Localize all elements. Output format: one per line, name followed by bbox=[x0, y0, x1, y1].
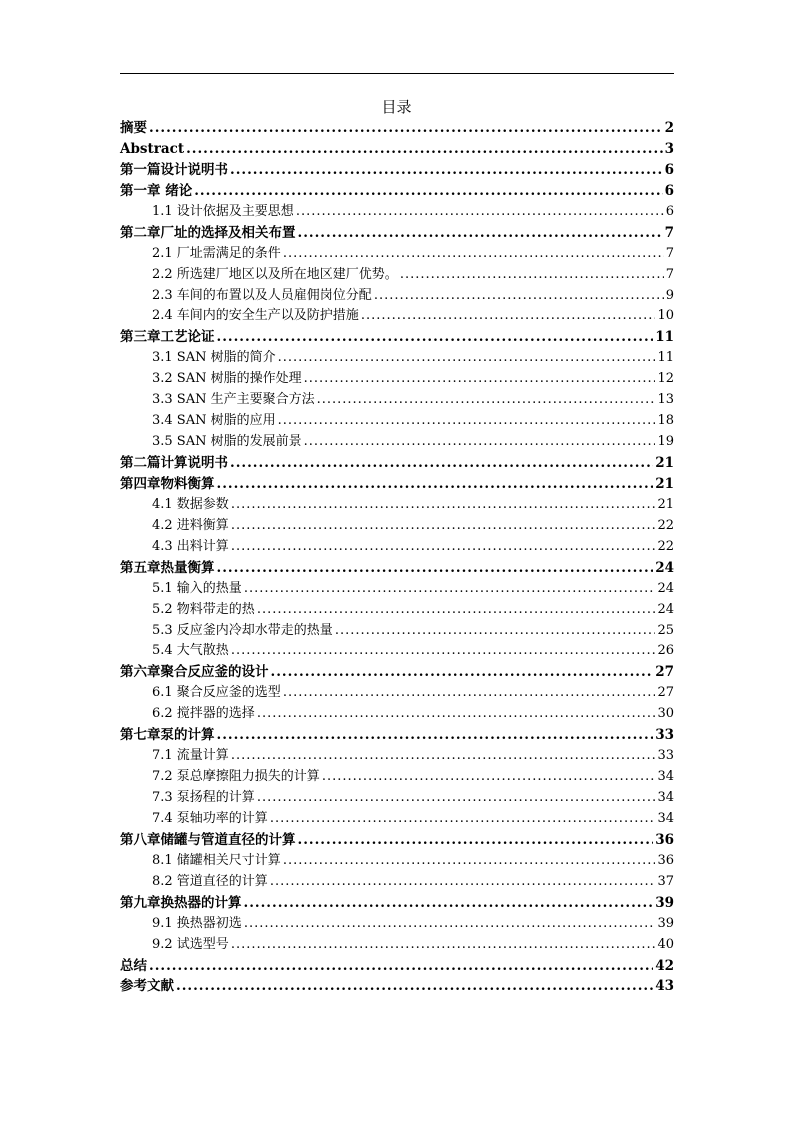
toc-entry-label: 第九章换热器的计算 bbox=[120, 894, 242, 911]
dot-leader bbox=[231, 746, 656, 767]
toc-entry-section[interactable] bbox=[120, 390, 674, 411]
dot-leader bbox=[244, 579, 656, 600]
toc-entry-section[interactable] bbox=[120, 704, 674, 725]
header-rule bbox=[120, 73, 674, 74]
dot-leader bbox=[176, 976, 653, 997]
toc-entry-section[interactable] bbox=[120, 621, 674, 642]
toc-entry-chapter[interactable] bbox=[120, 160, 674, 181]
toc-entry-label: 2.2 所选建厂地区以及所在地区建厂优势。 bbox=[152, 266, 398, 282]
toc-entry-page: 39 bbox=[655, 894, 674, 911]
toc-entry-section[interactable] bbox=[120, 348, 674, 369]
dot-leader bbox=[217, 558, 654, 579]
toc-entry-label: 3.2 SAN 树脂的操作处理 bbox=[152, 371, 302, 387]
toc-entry-page: 12 bbox=[657, 371, 674, 387]
toc-entry-page: 10 bbox=[657, 308, 674, 324]
toc-entry-chapter[interactable] bbox=[120, 474, 674, 495]
toc-entry-label: 9.1 换热器初选 bbox=[152, 915, 242, 931]
dot-leader bbox=[231, 935, 656, 956]
dot-leader bbox=[296, 202, 664, 223]
toc-entry-page: 9 bbox=[665, 287, 674, 303]
toc-entry-section[interactable] bbox=[120, 265, 674, 286]
toc-entry-page: 33 bbox=[655, 727, 674, 744]
toc-entry-label: 总结 bbox=[120, 957, 147, 974]
dot-leader bbox=[244, 914, 656, 935]
dot-leader bbox=[194, 181, 662, 202]
toc-entry-page: 21 bbox=[657, 496, 674, 512]
toc-entry-section[interactable] bbox=[120, 872, 674, 893]
toc-entry-section[interactable] bbox=[120, 788, 674, 809]
dot-leader bbox=[304, 369, 656, 390]
dot-leader bbox=[217, 725, 654, 746]
toc-entry-label: 7.3 泵扬程的计算 bbox=[152, 790, 255, 805]
toc-entry-section[interactable] bbox=[120, 935, 674, 956]
toc-entry-page: 3 bbox=[664, 140, 674, 157]
dot-leader bbox=[257, 704, 656, 725]
dot-leader bbox=[257, 600, 656, 621]
dot-leader bbox=[149, 956, 653, 977]
toc-entry-label: 5.4 大气散热 bbox=[152, 643, 229, 659]
dot-leader bbox=[231, 516, 656, 537]
toc-entry-label: 2.3 车间的布置以及人员雇佣岗位分配 bbox=[152, 287, 372, 303]
toc-entry-label: 4.3 出料计算 bbox=[152, 538, 229, 554]
toc-entry-label: 第一篇设计说明书 bbox=[120, 161, 228, 178]
dot-leader bbox=[278, 411, 656, 432]
toc-entry-page: 21 bbox=[655, 475, 674, 492]
toc-entry-page: 22 bbox=[657, 517, 674, 533]
toc-entry-page: 26 bbox=[657, 643, 674, 659]
toc-entry-label: 4.2 进料衡算 bbox=[152, 517, 229, 533]
dot-leader bbox=[283, 244, 664, 265]
toc-title: 目录 bbox=[381, 98, 412, 116]
toc-entry-label: 第五章热量衡算 bbox=[120, 559, 215, 576]
toc-entry-label: 8.1 储罐相关尺寸计算 bbox=[152, 852, 281, 868]
toc-entry-chapter[interactable] bbox=[120, 893, 674, 914]
toc-entry-section[interactable] bbox=[120, 537, 674, 558]
dot-leader bbox=[231, 537, 656, 558]
toc-entry-label: Abstract bbox=[120, 140, 185, 157]
toc-entry-label: 第一章 绪论 bbox=[120, 182, 193, 199]
toc-entry-label: 7.2 泵总摩擦阻力损失的计算 bbox=[152, 769, 320, 785]
toc-entry-label: 9.2 试选型号 bbox=[152, 936, 229, 952]
toc-entry-section[interactable] bbox=[120, 432, 674, 453]
toc-entry-page: 39 bbox=[657, 915, 674, 931]
toc-entry-label: 3.3 SAN 生产主要聚合方法 bbox=[152, 392, 315, 408]
toc-entry-label: 6.2 搅拌器的选择 bbox=[152, 706, 255, 722]
toc-entry-label: 8.2 管道直径的计算 bbox=[152, 873, 268, 889]
toc-entry-label: 7.1 流量计算 bbox=[152, 748, 229, 764]
toc-entry-section[interactable] bbox=[120, 809, 674, 830]
dot-leader bbox=[231, 641, 656, 662]
toc-entry-section[interactable] bbox=[120, 600, 674, 621]
toc-entry-label: 7.4 泵轴功率的计算 bbox=[152, 810, 268, 826]
toc-entry-section[interactable] bbox=[120, 411, 674, 432]
toc-entry-label: 参考文献 bbox=[120, 978, 174, 995]
toc-entry-page: 7 bbox=[664, 224, 674, 241]
toc-entry-chapter[interactable] bbox=[120, 725, 674, 746]
dot-leader bbox=[217, 327, 654, 348]
table-of-contents bbox=[120, 118, 674, 997]
toc-entry-page: 42 bbox=[655, 957, 674, 974]
dot-leader bbox=[317, 390, 656, 411]
toc-entry-section[interactable] bbox=[120, 914, 674, 935]
toc-entry-section[interactable] bbox=[120, 683, 674, 704]
toc-entry-section[interactable] bbox=[120, 746, 674, 767]
toc-entry-label: 3.1 SAN 树脂的简介 bbox=[152, 350, 276, 366]
toc-entry-section[interactable] bbox=[120, 516, 674, 537]
dot-leader bbox=[304, 432, 656, 453]
dot-leader bbox=[270, 872, 656, 893]
dot-leader bbox=[230, 453, 653, 474]
dot-leader bbox=[257, 788, 656, 809]
toc-entry-label: 摘要 bbox=[120, 120, 147, 136]
dot-leader bbox=[283, 851, 656, 872]
dot-leader bbox=[322, 767, 656, 788]
toc-entry-label: 2.1 厂址需满足的条件 bbox=[152, 245, 281, 261]
dot-leader bbox=[230, 160, 663, 181]
dot-leader bbox=[374, 286, 664, 307]
toc-entry-section[interactable] bbox=[120, 641, 674, 662]
toc-entry-page: 7 bbox=[665, 266, 674, 282]
toc-entry-page: 34 bbox=[657, 810, 674, 826]
toc-entry-label: 5.2 物料带走的热 bbox=[152, 601, 255, 617]
toc-entry-label: 2.4 车间内的安全生产以及防护措施 bbox=[152, 308, 359, 324]
toc-entry-page: 24 bbox=[657, 580, 674, 596]
dot-leader bbox=[400, 265, 664, 286]
toc-entry-label: 第二篇计算说明书 bbox=[120, 455, 228, 471]
toc-entry-section[interactable] bbox=[120, 202, 674, 223]
toc-entry-page: 6 bbox=[665, 203, 674, 219]
toc-entry-chapter[interactable] bbox=[120, 181, 674, 202]
toc-entry-page: 22 bbox=[657, 538, 674, 554]
toc-entry-chapter[interactable] bbox=[120, 976, 674, 997]
dot-leader bbox=[361, 306, 656, 327]
toc-entry-label: 5.3 反应釜内冷却水带走的热量 bbox=[152, 622, 333, 638]
toc-entry-section[interactable] bbox=[120, 767, 674, 788]
toc-entry-page: 34 bbox=[657, 790, 674, 805]
toc-entry-chapter[interactable] bbox=[120, 830, 674, 851]
toc-entry-label: 5.1 输入的热量 bbox=[152, 580, 242, 596]
toc-entry-page: 11 bbox=[657, 350, 674, 366]
toc-entry-page: 6 bbox=[664, 182, 674, 199]
toc-entry-page: 13 bbox=[657, 392, 674, 408]
dot-leader bbox=[335, 621, 656, 642]
toc-entry-page: 11 bbox=[655, 329, 674, 346]
toc-entry-label: 第七章泵的计算 bbox=[120, 727, 215, 744]
toc-entry-chapter[interactable] bbox=[120, 453, 674, 474]
dot-leader bbox=[217, 474, 654, 495]
toc-entry-section[interactable] bbox=[120, 579, 674, 600]
toc-entry-page: 2 bbox=[664, 120, 674, 136]
toc-entry-chapter[interactable] bbox=[120, 956, 674, 977]
toc-entry-label: 3.4 SAN 树脂的应用 bbox=[152, 413, 276, 429]
toc-entry-label: 4.1 数据参数 bbox=[152, 496, 229, 512]
dot-leader bbox=[149, 118, 663, 139]
toc-entry-label: 第八章储罐与管道直径的计算 bbox=[120, 831, 296, 848]
toc-entry-page: 43 bbox=[655, 978, 674, 995]
dot-leader bbox=[244, 893, 654, 914]
toc-entry-chapter[interactable] bbox=[120, 139, 674, 160]
toc-entry-page: 24 bbox=[655, 559, 674, 576]
toc-entry-label: 第六章聚合反应釜的设计 bbox=[120, 664, 269, 681]
toc-entry-label: 6.1 聚合反应釜的选型 bbox=[152, 685, 281, 701]
dot-leader bbox=[271, 662, 654, 683]
toc-entry-page: 6 bbox=[664, 161, 674, 178]
toc-entry-page: 30 bbox=[657, 706, 674, 722]
dot-leader bbox=[186, 139, 663, 160]
toc-entry-section[interactable] bbox=[120, 851, 674, 872]
toc-entry-chapter[interactable] bbox=[120, 662, 674, 683]
dot-leader bbox=[231, 495, 656, 516]
toc-entry-page: 37 bbox=[657, 873, 674, 889]
dot-leader bbox=[283, 683, 656, 704]
dot-leader bbox=[278, 348, 656, 369]
toc-entry-page: 36 bbox=[657, 852, 674, 868]
toc-entry-page: 18 bbox=[657, 413, 674, 429]
toc-entry-page: 27 bbox=[655, 664, 674, 681]
toc-entry-chapter[interactable] bbox=[120, 558, 674, 579]
toc-entry-page: 25 bbox=[657, 622, 674, 638]
toc-entry-section[interactable] bbox=[120, 286, 674, 307]
toc-entry-page: 21 bbox=[655, 455, 674, 471]
toc-entry-page: 24 bbox=[657, 601, 674, 617]
dot-leader bbox=[270, 809, 656, 830]
toc-entry-label: 1.1 设计依据及主要思想 bbox=[152, 203, 294, 219]
toc-entry-chapter[interactable] bbox=[120, 327, 674, 348]
dot-leader bbox=[298, 830, 654, 851]
toc-entry-chapter[interactable] bbox=[120, 223, 674, 244]
toc-entry-chapter[interactable] bbox=[120, 118, 674, 139]
toc-entry-section[interactable] bbox=[120, 244, 674, 265]
toc-entry-label: 第三章工艺论证 bbox=[120, 329, 215, 346]
toc-entry-label: 第四章物料衡算 bbox=[120, 475, 215, 492]
toc-entry-page: 40 bbox=[657, 936, 674, 952]
toc-entry-page: 36 bbox=[655, 831, 674, 848]
toc-entry-page: 19 bbox=[657, 434, 674, 450]
toc-entry-page: 27 bbox=[657, 685, 674, 701]
toc-entry-section[interactable] bbox=[120, 369, 674, 390]
toc-entry-page: 34 bbox=[657, 769, 674, 785]
toc-entry-page: 33 bbox=[657, 748, 674, 764]
toc-entry-section[interactable] bbox=[120, 495, 674, 516]
toc-entry-page: 7 bbox=[665, 245, 674, 261]
toc-entry-label: 3.5 SAN 树脂的发展前景 bbox=[152, 434, 302, 450]
dot-leader bbox=[298, 223, 663, 244]
toc-entry-label: 第二章厂址的选择及相关布置 bbox=[120, 224, 296, 241]
toc-entry-section[interactable] bbox=[120, 306, 674, 327]
